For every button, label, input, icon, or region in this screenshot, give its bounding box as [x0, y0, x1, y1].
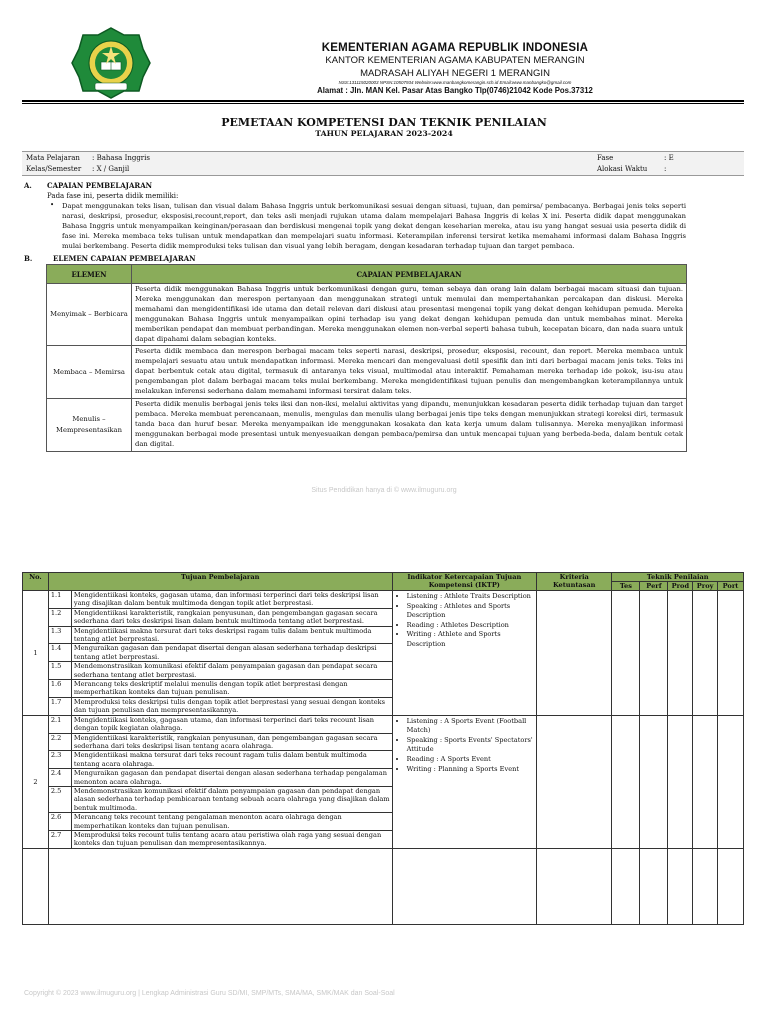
achievement-cell: Peserta didik menulis berbagai jenis teks iksi dan non-iksi, melalui aktivitas yang dipandu, menunjukkan kesadaran peserta didik terhadap tujuan dan target pembaca. Mereka membuat perencanaan, menulis, mengulas dan menulis ulang berbagai jenis tipe teks dengan menunjukkan strategi koreksi diri, termasuk tanda baca dan huruf besar. Mereka menyampaikan ide menggunakan kosakata dan kata kerja umum dalam tulisannya. Mereka menyajikan informasi menggunakan berbagai mode presentasi untuk menyesuaikan dengan pembaca/pemirsa dan untuk mencapai tujuan yang berbeda-beda, dalam bentuk cetak dan digital. — [132, 398, 687, 451]
document-title: PEMETAAN KOMPETENSI DAN TEKNIK PENILAIAN — [221, 116, 547, 129]
goal-number: 1.6 — [49, 680, 72, 698]
indicator-item: • Speaking : Sports Events' Spectators' Attitude — [407, 736, 534, 755]
goal-number: 2.5 — [49, 786, 72, 812]
table-row — [47, 346, 687, 399]
indicator-item: • Reading : A Sports Event — [407, 755, 534, 765]
header-rule-thin — [22, 103, 744, 104]
achievement-elements-table — [46, 264, 687, 452]
empty-cell — [668, 848, 693, 924]
time-value: : — [664, 165, 667, 173]
port-cell — [718, 591, 744, 716]
criteria-cell — [537, 715, 612, 848]
goal-number: 1.3 — [49, 626, 72, 644]
empty-row — [23, 848, 744, 924]
section-a-intro: Pada fase ini, peserta didik memiliki: — [47, 192, 179, 200]
goal-number: 1.5 — [49, 662, 72, 680]
empty-cell — [537, 848, 612, 924]
subject-value: : Bahasa Inggris — [92, 154, 150, 162]
goal-item — [49, 591, 392, 608]
header-element: ELEMEN — [47, 265, 132, 284]
header-prod: Prod — [668, 582, 693, 591]
table-header-row — [47, 265, 687, 284]
goal-item — [49, 644, 392, 662]
header-technique: Teknik Penilaian — [612, 573, 744, 582]
academic-year: TAHUN PELAJARAN 2023-2024 — [315, 129, 453, 138]
goal-item — [49, 716, 392, 733]
section-b-letter: B. — [24, 254, 33, 263]
goal-number: 2.7 — [49, 830, 72, 847]
header-perf: Perf — [640, 582, 668, 591]
goal-text: Mengidentiikasi konteks, gagasan utama, dan informasi terperinci dari teks recount lisan dengan topik kegiatan olahraga. — [71, 716, 391, 733]
goal-text: Mengidentiikasi karakteristik, rangkaian penyusunan, dan pengembangan gagasan secara sederhana dari teks deskripsi lisan tentang acara olahraga. — [71, 733, 391, 751]
perf-cell — [640, 715, 668, 848]
table-row — [23, 591, 744, 716]
goal-text: Mengidentiikasi makna tersurat dari teks deskripsi ragam tulis dalam bentuk multimoda tentang atlet berprestasi. — [71, 626, 391, 644]
empty-cell — [693, 848, 718, 924]
prod-cell — [668, 715, 693, 848]
section-a-letter: A. — [24, 181, 32, 190]
goals-list — [49, 716, 392, 848]
goal-number: 1.7 — [49, 697, 72, 714]
section-b-title: ELEMEN CAPAIAN PEMBELAJARAN — [53, 254, 196, 263]
achievement-cell: Peserta didik membaca dan merespon berbagai macam teks seperti narasi, deskripsi, prosedur, eksposisi, recount, dan report. Mereka membaca untuk mempelajari sesuatu atau untuk mendapatkan informasi. Mereka mencari dan mengevaluasi detil spesifik dan inti dari berbagai macam jenis teks. Teks ini dapat berbentuk cetak atau digital, termasuk di antaranya teks visual, multimodal atau interaktif. Pemahaman mereka terhadap ide pokok, isu-isu atau pengembangan plot dalam berbagai macam teks mulai berkembang. Mereka mengidentifikasi tujuan penulis dan mengembangkan keterampilannya untuk melakukan inferensi sederhana dalam memahami informasi tersirat dalam teks. — [132, 346, 687, 399]
identity-block — [22, 151, 744, 176]
goals-cell — [48, 591, 392, 716]
mapping-header-row — [23, 573, 744, 582]
school-name: MADRASAH ALIYAH NEGERI 1 MERANGIN — [360, 68, 550, 79]
header-goal: Tujuan Pembelajaran — [48, 573, 392, 591]
tes-cell — [612, 715, 640, 848]
phase-value: : E — [664, 154, 674, 162]
empty-cell — [640, 848, 668, 924]
empty-cell — [718, 848, 744, 924]
goal-item — [49, 697, 392, 714]
school-ids: NSS:131115020003 NPSN:10507934 Website:www.manbangkomerangin.sch.id Email:www.manbangko@gmail.com — [338, 80, 572, 85]
element-cell: Membaca – Memirsa — [47, 346, 132, 399]
watermark-text: Situs Pendidikan hanya di © www.ilmuguru.org — [311, 487, 457, 494]
table-row — [47, 284, 687, 346]
goal-number: 1.1 — [49, 591, 72, 608]
goal-text: Mengidentiikasi karakteristik, rangkaian penyusunan, dan pengembangan gagasan secara sederhana dari teks deskripsi lisan dalam bentuk multimoda tentang atlet berprestasi. — [71, 608, 391, 626]
office-name: KANTOR KEMENTERIAN AGAMA KABUPATEN MERANGIN — [325, 55, 585, 66]
header-port: Port — [718, 582, 744, 591]
goal-number: 2.1 — [49, 716, 72, 733]
indicator-item: • Speaking : Athletes and Sports Description — [407, 602, 534, 621]
port-cell — [718, 715, 744, 848]
class-value: : X / Ganjil — [92, 165, 130, 173]
goal-item — [49, 608, 392, 626]
row-number: 2 — [23, 715, 49, 848]
ministry-name: KEMENTERIAN AGAMA REPUBLIK INDONESIA — [321, 42, 589, 54]
empty-cell — [392, 848, 536, 924]
indicator-item: • Writing : Athlete and Sports Description — [407, 630, 534, 649]
footer-copyright: Copyright © 2023 www.ilmuguru.org | Lengkap Administrasi Guru SD/MI, SMP/MTs, SMA/MA, SMK/MAK dan Soal-Soal — [24, 990, 395, 997]
goal-item — [49, 813, 392, 831]
element-cell: Menulis – Mempresentasikan — [47, 398, 132, 451]
goal-number: 2.4 — [49, 769, 72, 787]
header-indicator: Indikator Ketercapaian Tujuan Kompetensi (IKTP) — [392, 573, 536, 591]
goal-text: Mendemonstrasikan komunikasi efektif dalam penyampaian gagasan dan pendapat dengan alasan sederhana terhadap pembicaraan tentang sebuah acara olahraga yang disajikan dalam bentuk multimoda. — [71, 786, 391, 812]
goal-text: Mengidentiikasi konteks, gagasan utama, dan informasi terperinci dari teks deskripsi lisan yang disajikan dalam bentuk multimoda dengan topik atlet berprestasi. — [71, 591, 391, 608]
bullet-dot: • — [50, 201, 55, 209]
goal-text: Memproduksi teks recount tulis tentang acara atau peristiwa olah raga yang sesuai dengan konteks dan tujuan penulisan dan mempresentasikannya. — [73, 830, 382, 848]
element-cell: Menyimak – Berbicara — [47, 284, 132, 346]
header-rule-thick — [22, 100, 744, 102]
table-row — [47, 398, 687, 451]
goal-item — [49, 830, 392, 847]
empty-cell — [23, 848, 49, 924]
subject-label: Mata Pelajaran — [26, 154, 80, 162]
goal-text: Memproduksi teks deskripsi tulis dengan topik atlet berprestasi yang sesuai dengan konteks dan tujuan penulisan dan mempresentasikannya. — [73, 697, 385, 715]
proy-cell — [693, 591, 718, 716]
header-tes: Tes — [612, 582, 640, 591]
time-label: Alokasi Waktu — [597, 165, 648, 173]
indicator-item: • Listening : A Sports Event (Football Match) — [407, 717, 534, 736]
goal-item — [49, 769, 392, 787]
section-a-title: CAPAIAN PEMBELAJARAN — [47, 181, 153, 190]
goal-text: Menguraikan gagasan dan pendapat disertai dengan alasan sederhana terhadap pengalaman menonton acara olahraga. — [71, 769, 391, 787]
criteria-cell — [537, 591, 612, 716]
goal-number: 1.2 — [49, 608, 72, 626]
goal-number: 2.3 — [49, 751, 72, 769]
header-no: No. — [23, 573, 49, 591]
goals-cell — [48, 715, 392, 848]
indicator-item: • Reading : Athletes Description — [407, 621, 534, 631]
goal-text: Mendemonstrasikan komunikasi efektif dalam penyampaian gagasan dan pendapat secara sederhana tentang atlet berprestasi. — [71, 662, 391, 680]
indicator-cell — [392, 715, 536, 848]
indicator-cell — [392, 591, 536, 716]
goal-number: 2.6 — [49, 813, 72, 831]
achievement-cell: Peserta didik menggunakan Bahasa Inggris untuk berkomunikasi dengan guru, teman sebaya dan orang lain dalam berbagai macam situasi dan tujuan. Mereka menggunakan dan merespon pertanyaan dan menggunakan strategi untuk memulai dan mempertahankan percakapan dan diskusi. Mereka memahami dan mengidentifikasi ide utama dan detail relevan dari diskusi atau presentasi mengenai topik yang dekat dengan kehidupan pemuda. Mereka menggunakan Bahasa Inggris untuk menyampaikan opini terhadap isu yang dekat dengan kehidupan pemuda dan untuk membahas minat. Mereka memberikan pendapat dan membuat perbandingan. Mereka menggunakan elemen non-verbal seperti bahasa tubuh, kecepatan bicara, dan nada suara untuk dapat dipahami dalam sebagian konteks. — [132, 284, 687, 346]
row-number: 1 — [23, 591, 49, 716]
prod-cell — [668, 591, 693, 716]
header-achievement: CAPAIAN PEMBELAJARAN — [132, 265, 687, 284]
ministry-logo — [70, 26, 152, 100]
indicator-item: • Writing : Planning a Sports Event — [407, 765, 534, 775]
goal-text: Menguraikan gagasan dan pendapat disertai dengan alasan sederhana terhadap deskripsi tentang atlet berprestasi. — [71, 644, 391, 662]
indicator-list — [395, 592, 534, 650]
empty-cell — [48, 848, 392, 924]
section-a-bullet-text: Dapat menggunakan teks lisan, tulisan dan visual dalam Bahasa Inggris untuk berkomunikasi sesuai dengan situasi, tujuan, dan pemirsa/ pembacanya. Berbagai jenis teks seperti narasi, deskripsi, prosedur, eksposisi,recount,report, dan teks asli menjadi rujukan utama dalam mempelajari Bahasa Inggris di kelas X ini. Peserta didik dapat menggunakan Bahasa Inggris untuk menyampaikan keinginan/perasaan dan berdiskusi mengenai topik yang dekat dengan keseharian mereka, atau isu yang hangat sesuai usia peserta didik di fase ini. Mereka membaca teks tulisan untuk mendapatkan dan mempelajari suatu informasi. Keterampilan inferensi tersirat ketika memahami informasi dalam Bahasa Inggris mulai berkembang. Peserta didik memproduksi teks tulisan dan visual yang lebih beragam, dengan kesadaran terhadap tujuan dan target pembaca. — [62, 202, 686, 250]
goal-text: Mengidentiikasi makna tersurat dari teks recount ragam tulis dalam bentuk multimoda tentang acara olahraga. — [71, 751, 391, 769]
indicator-list — [395, 717, 534, 775]
goal-item — [49, 751, 392, 769]
header-criteria: Kriteria Ketuntasan — [537, 573, 612, 591]
goal-text: Merancang teks deskriptif melalui menulis dengan topik atlet berprestasi dengan memperhatikan konteks dan tujuan penulisan. — [71, 680, 391, 698]
perf-cell — [640, 591, 668, 716]
school-address: Alamat : Jln. MAN Kel. Pasar Atas Bangko Tlp(0746)21042 Kode Pos.37312 — [317, 86, 593, 95]
goal-item — [49, 626, 392, 644]
goal-item — [49, 733, 392, 751]
goals-list — [49, 591, 392, 715]
proy-cell — [693, 715, 718, 848]
goal-number: 1.4 — [49, 644, 72, 662]
class-label: Kelas/Semester — [26, 165, 82, 173]
mapping-table — [22, 572, 744, 925]
goal-item — [49, 786, 392, 812]
phase-label: Fase — [597, 154, 614, 162]
indicator-item: • Listening : Athlete Traits Description — [407, 592, 534, 602]
goal-number: 2.2 — [49, 733, 72, 751]
tes-cell — [612, 591, 640, 716]
goal-item — [49, 662, 392, 680]
goal-item — [49, 680, 392, 698]
goal-text: Merancang teks recount tentang pengalaman menonton acara olahraga dengan memperhatikan konteks dan tujuan penulisan. — [71, 813, 391, 831]
empty-cell — [612, 848, 640, 924]
table-row — [23, 715, 744, 848]
header-proy: Proy — [693, 582, 718, 591]
